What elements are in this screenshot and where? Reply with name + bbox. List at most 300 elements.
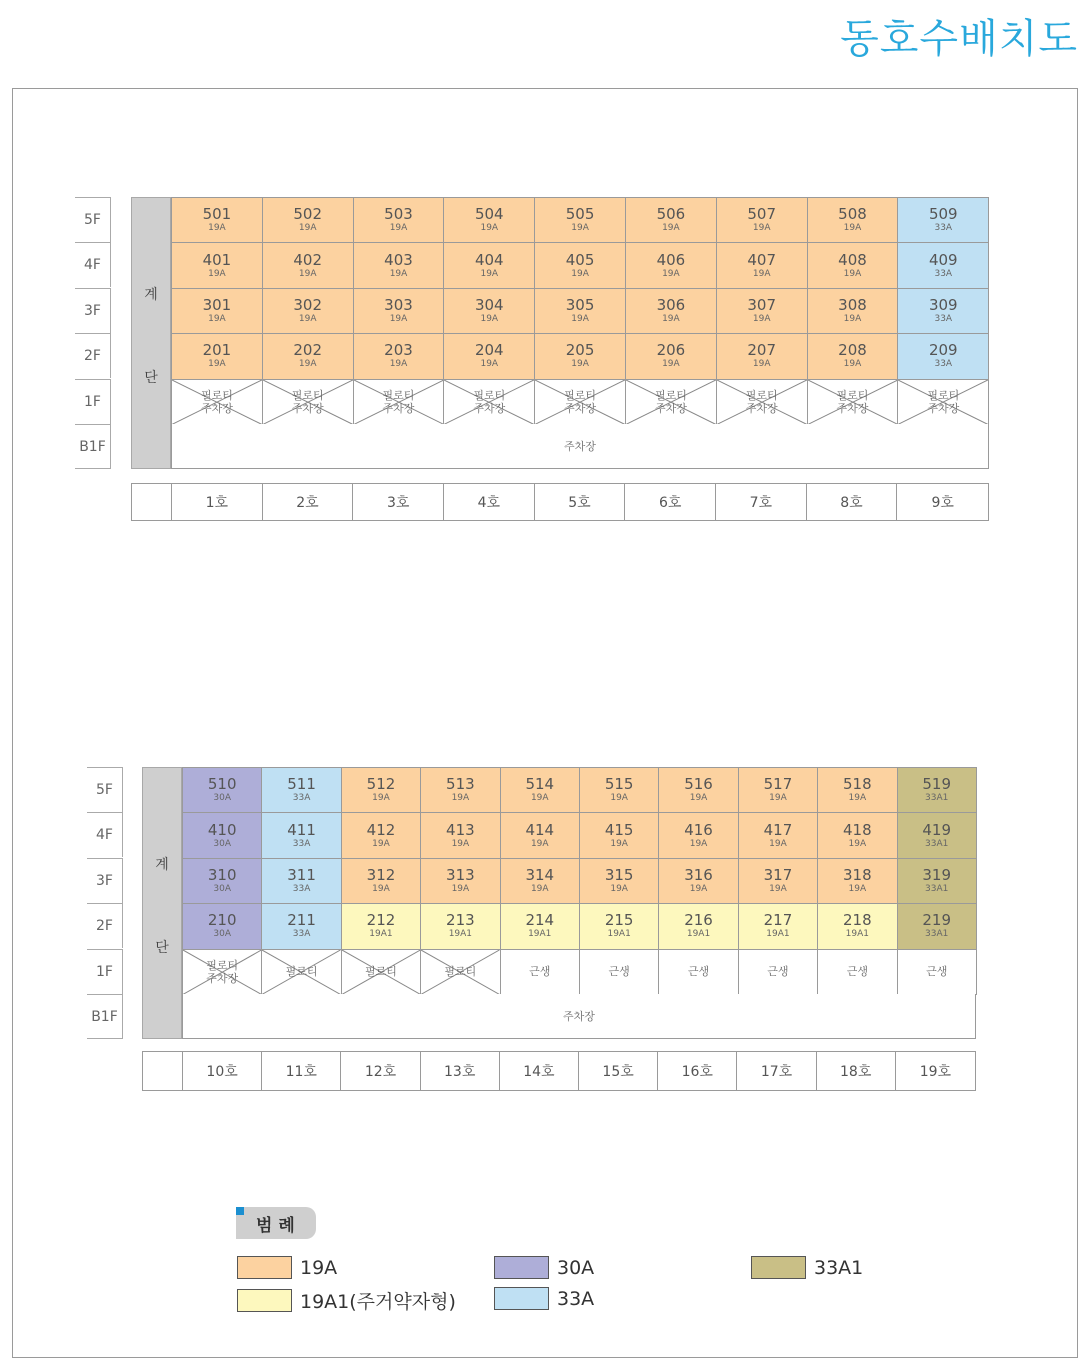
unit-type: 19A	[372, 793, 390, 804]
unit-number-label: 11호	[262, 1052, 341, 1090]
unit-type: 19A	[752, 313, 771, 324]
unit-number-label: 4호	[444, 484, 535, 520]
unit-515	[580, 768, 659, 813]
legend-heading-text: 범례	[256, 1215, 301, 1236]
unit-number-blank	[132, 484, 172, 520]
unit-number: 202	[293, 341, 323, 360]
unit-309	[898, 289, 989, 334]
unit-408	[808, 243, 899, 288]
stair-char-2: 단	[144, 370, 158, 386]
unit-type: 19A	[389, 313, 408, 324]
unit-507	[717, 198, 808, 243]
shop-cell	[818, 950, 897, 995]
floor-label-2F: 2F	[75, 333, 111, 378]
piloti-cell	[898, 380, 989, 425]
unit-type: 19A	[848, 838, 867, 849]
unit-number: 505	[565, 205, 595, 224]
piloti-cell	[444, 380, 535, 425]
unit-number-label: 13호	[421, 1052, 500, 1090]
b1f-parking: 주차장	[171, 424, 989, 469]
unit-type: 19A	[530, 793, 549, 804]
unit-type: 19A	[208, 223, 226, 234]
legend-label: 19A1(주거약자형)	[300, 1291, 456, 1313]
unit-416	[659, 813, 738, 858]
building-2	[87, 767, 977, 1097]
unit-203	[354, 334, 445, 379]
unit-511	[262, 768, 341, 813]
unit-number: 303	[384, 295, 413, 314]
unit-number: 418	[843, 820, 872, 839]
unit-410	[183, 813, 262, 858]
stair-char-1: 계	[155, 857, 169, 873]
unit-type: 19A	[752, 223, 771, 234]
unit-302	[263, 289, 354, 334]
unit-510	[183, 768, 262, 813]
unit-412	[342, 813, 421, 858]
ground-floor-label: 필로티	[444, 965, 477, 979]
unit-number-label: 15호	[579, 1052, 658, 1090]
unit-411	[262, 813, 341, 858]
unit-type: 19A	[208, 359, 226, 370]
unit-number: 319	[922, 865, 952, 884]
unit-type: 19A	[530, 838, 549, 849]
unit-206	[626, 334, 717, 379]
unit-218	[818, 904, 897, 949]
unit-type: 33A	[292, 929, 311, 940]
piloti-cell	[342, 950, 421, 995]
unit-508	[808, 198, 899, 243]
legend-swatch	[751, 1256, 806, 1279]
unit-type: 19A1	[528, 929, 552, 940]
ground-floor-label: 필로티	[365, 965, 397, 979]
ground-floor-label: 근생	[846, 965, 868, 979]
unit-318	[818, 859, 897, 904]
unit-312	[342, 859, 421, 904]
unit-409	[898, 243, 989, 288]
unit-number: 513	[446, 775, 475, 794]
legend-item-19A	[237, 1256, 337, 1279]
unit-208	[808, 334, 899, 379]
unit-type: 19A	[662, 313, 680, 324]
unit-216	[659, 904, 738, 949]
b1f-parking: 주차장	[182, 994, 976, 1039]
unit-number-label: 3호	[353, 484, 444, 520]
unit-number: 211	[287, 911, 316, 930]
unit-number-label: 10호	[183, 1052, 262, 1090]
ground-floor-label: 필로티 주차장	[836, 388, 869, 415]
unit-number-label: 6호	[625, 484, 716, 520]
unit-214	[501, 904, 580, 949]
unit-413	[421, 813, 500, 858]
unit-number: 207	[747, 341, 776, 360]
legend-item-33A1	[751, 1256, 863, 1279]
unit-number: 209	[928, 341, 958, 360]
piloti-cell	[421, 950, 500, 995]
unit-306	[626, 289, 717, 334]
unit-type: 19A	[480, 359, 499, 370]
piloti-cell	[626, 380, 717, 425]
unit-type: 19A	[208, 268, 226, 279]
unit-type: 19A	[848, 793, 867, 804]
unit-type: 19A	[571, 223, 589, 234]
legend-swatch	[494, 1287, 549, 1310]
unit-212	[342, 904, 421, 949]
shop-cell	[739, 950, 818, 995]
unit-type: 19A	[571, 359, 589, 370]
unit-number: 213	[446, 911, 475, 930]
unit-type: 19A	[689, 838, 708, 849]
ground-floor-label: 필로티 주차장	[206, 958, 239, 985]
unit-type: 19A	[662, 359, 680, 370]
unit-number: 402	[293, 250, 323, 269]
unit-number: 205	[565, 341, 595, 360]
unit-number: 315	[604, 865, 634, 884]
unit-type: 33A	[292, 883, 311, 894]
unit-number: 517	[763, 775, 793, 794]
unit-407	[717, 243, 808, 288]
unit-516	[659, 768, 738, 813]
piloti-cell	[262, 950, 341, 995]
unit-number: 302	[293, 295, 323, 314]
unit-number: 501	[202, 205, 232, 224]
unit-number: 304	[474, 295, 504, 314]
unit-number-label: 19호	[919, 1064, 952, 1080]
unit-205	[535, 334, 626, 379]
unit-type: 19A	[372, 838, 390, 849]
unit-308	[808, 289, 899, 334]
unit-number: 311	[287, 865, 316, 884]
unit-204	[444, 334, 535, 379]
ground-floor-label: 필로티 주차장	[382, 388, 415, 415]
unit-305	[535, 289, 626, 334]
unit-402	[263, 243, 354, 288]
unit-number: 204	[474, 341, 504, 360]
floor-label-1F: 1F	[75, 379, 111, 424]
unit-type: 19A	[298, 359, 317, 370]
unit-310	[183, 859, 262, 904]
unit-grid	[182, 767, 977, 995]
unit-number: 502	[293, 205, 323, 224]
unit-type: 19A	[480, 313, 499, 324]
unit-406	[626, 243, 717, 288]
unit-505	[535, 198, 626, 243]
unit-type: 19A	[298, 223, 317, 234]
stair-column	[142, 767, 182, 1039]
unit-type: 19A	[689, 883, 708, 894]
unit-number: 404	[474, 250, 504, 269]
unit-number: 419	[922, 820, 952, 839]
unit-number: 305	[565, 295, 595, 314]
unit-number: 217	[763, 911, 793, 930]
piloti-cell	[535, 380, 626, 425]
unit-number: 308	[838, 295, 867, 314]
unit-type: 19A	[530, 883, 549, 894]
ground-floor-label: 근생	[529, 965, 551, 979]
unit-type: 19A	[769, 793, 787, 804]
floor-label-5F: 5F	[87, 767, 123, 812]
legend-label: 33A1	[814, 1256, 864, 1279]
unit-number: 409	[928, 250, 958, 269]
unit-type: 19A	[769, 838, 787, 849]
unit-404	[444, 243, 535, 288]
unit-419	[898, 813, 977, 858]
unit-319	[898, 859, 977, 904]
unit-type: 19A	[389, 268, 408, 279]
unit-type: 19A	[752, 268, 771, 279]
piloti-cell	[354, 380, 445, 425]
shop-cell	[659, 950, 738, 995]
unit-number: 312	[366, 865, 396, 884]
stair-char-2: 단	[155, 940, 169, 956]
unit-415	[580, 813, 659, 858]
piloti-cell	[717, 380, 808, 425]
floor-label-4F: 4F	[87, 812, 123, 857]
unit-number: 318	[843, 865, 872, 884]
unit-type: 19A	[843, 268, 862, 279]
unit-type: 33A	[292, 838, 311, 849]
unit-number: 414	[525, 820, 555, 839]
unit-number: 407	[747, 250, 776, 269]
unit-type: 19A	[848, 883, 867, 894]
unit-number-label: 1호	[172, 484, 263, 520]
unit-type: 19A	[389, 359, 408, 370]
unit-type: 19A	[298, 268, 317, 279]
unit-501	[172, 198, 263, 243]
unit-number-label: 16호	[658, 1052, 737, 1090]
unit-211	[262, 904, 341, 949]
unit-type: 30A	[213, 929, 231, 940]
unit-311	[262, 859, 341, 904]
unit-type: 19A	[208, 313, 226, 324]
unit-number: 316	[684, 865, 713, 884]
unit-number: 510	[207, 775, 237, 794]
unit-number: 306	[656, 295, 686, 314]
unit-type: 33A	[934, 268, 953, 279]
unit-number: 214	[525, 911, 555, 930]
unit-number: 405	[565, 250, 595, 269]
unit-number: 219	[922, 911, 952, 930]
unit-type: 19A	[843, 313, 862, 324]
unit-type: 30A	[213, 883, 231, 894]
unit-number: 413	[446, 820, 475, 839]
unit-202	[263, 334, 354, 379]
unit-213	[421, 904, 500, 949]
unit-504	[444, 198, 535, 243]
unit-type: 19A	[662, 223, 680, 234]
unit-type: 19A	[372, 883, 390, 894]
ground-floor-label: 필로티 주차장	[654, 388, 687, 415]
unit-number: 504	[474, 205, 504, 224]
unit-number-label: 12호	[341, 1052, 420, 1090]
floor-label-B1F: B1F	[75, 424, 111, 469]
unit-207	[717, 334, 808, 379]
stair-char-1: 계	[144, 287, 158, 303]
legend-heading	[236, 1207, 316, 1239]
unit-number: 518	[843, 775, 872, 794]
unit-type: 19A	[662, 268, 680, 279]
unit-type: 19A1	[845, 929, 869, 940]
unit-301	[172, 289, 263, 334]
ground-floor-label: 필로티 주차장	[473, 388, 506, 415]
ground-floor-label: 근생	[608, 965, 630, 979]
unit-number: 208	[838, 341, 867, 360]
unit-type: 19A	[389, 223, 408, 234]
unit-type: 19A	[480, 223, 499, 234]
unit-number: 503	[384, 205, 413, 224]
legend-swatch	[494, 1256, 549, 1279]
unit-type: 19A	[571, 268, 589, 279]
unit-314	[501, 859, 580, 904]
floor-label-3F: 3F	[87, 858, 123, 903]
legend-item-19A1	[237, 1287, 456, 1314]
unit-number: 514	[525, 775, 555, 794]
unit-number: 310	[207, 865, 237, 884]
ground-floor-label: 근생	[767, 965, 789, 979]
unit-503	[354, 198, 445, 243]
unit-517	[739, 768, 818, 813]
legend-item-30A	[494, 1256, 594, 1279]
unit-313	[421, 859, 500, 904]
unit-414	[501, 813, 580, 858]
unit-number: 506	[656, 205, 686, 224]
unit-307	[717, 289, 808, 334]
unit-type: 19A	[451, 793, 470, 804]
unit-type: 19A	[451, 883, 470, 894]
unit-304	[444, 289, 535, 334]
unit-number-row	[131, 483, 989, 521]
unit-type: 19A	[689, 793, 708, 804]
page-title: 동호수배치도	[840, 16, 1078, 62]
legend-label: 33A	[557, 1287, 595, 1310]
unit-509	[898, 198, 989, 243]
unit-type: 33A	[934, 223, 953, 234]
ground-floor-label: 필로티 주차장	[291, 388, 324, 415]
unit-type: 30A	[213, 793, 231, 804]
unit-type: 19A	[298, 313, 317, 324]
unit-number: 212	[366, 911, 396, 930]
building-1	[75, 197, 989, 537]
floor-label-3F: 3F	[75, 288, 111, 333]
unit-number: 307	[747, 295, 776, 314]
unit-number: 203	[384, 341, 413, 360]
unit-type: 19A	[451, 838, 470, 849]
unit-number: 309	[928, 295, 958, 314]
unit-number: 516	[684, 775, 713, 794]
unit-type: 33A	[934, 313, 953, 324]
legend-marker	[236, 1207, 244, 1215]
floor-label-4F: 4F	[75, 242, 111, 287]
unit-number: 408	[838, 250, 867, 269]
unit-number-row	[142, 1051, 976, 1091]
ground-floor-label: 필로티 주차장	[745, 388, 778, 415]
unit-type: 19A1	[369, 929, 393, 940]
unit-201	[172, 334, 263, 379]
legend-swatch	[237, 1256, 292, 1279]
ground-floor-label: 근생	[687, 965, 710, 979]
unit-number: 206	[656, 341, 686, 360]
unit-number: 410	[207, 820, 237, 839]
unit-number: 301	[202, 295, 232, 314]
unit-type: 19A1	[766, 929, 790, 940]
unit-type: 19A1	[607, 929, 631, 940]
unit-type: 19A	[610, 793, 628, 804]
unit-number: 314	[525, 865, 555, 884]
unit-number: 515	[604, 775, 634, 794]
shop-cell	[580, 950, 659, 995]
unit-type: 19A	[571, 313, 589, 324]
ground-floor-label: 필로티 주차장	[927, 388, 960, 415]
unit-number: 406	[656, 250, 686, 269]
unit-506	[626, 198, 717, 243]
unit-519	[898, 768, 977, 813]
unit-type: 33A	[292, 793, 311, 804]
unit-number: 412	[366, 820, 396, 839]
unit-type: 19A	[843, 223, 862, 234]
piloti-cell	[183, 950, 262, 995]
unit-number-label: 5호	[535, 484, 626, 520]
ground-floor-label: 필로티	[285, 965, 318, 979]
unit-514	[501, 768, 580, 813]
unit-number: 507	[747, 205, 776, 224]
unit-number-label: 8호	[807, 484, 898, 520]
unit-number: 317	[763, 865, 793, 884]
piloti-cell	[263, 380, 354, 425]
unit-number: 411	[287, 820, 316, 839]
unit-number-label: 18호	[817, 1052, 896, 1090]
shop-cell	[898, 950, 977, 995]
legend-label: 30A	[557, 1256, 595, 1279]
unit-number: 210	[207, 911, 237, 930]
stair-column	[131, 197, 171, 469]
unit-number-label: 7호	[716, 484, 807, 520]
unit-502	[263, 198, 354, 243]
unit-number: 201	[202, 341, 232, 360]
ground-floor-label: 근생	[926, 965, 948, 979]
unit-403	[354, 243, 445, 288]
unit-type: 19A	[752, 359, 771, 370]
unit-518	[818, 768, 897, 813]
unit-number: 509	[928, 205, 958, 224]
unit-number: 218	[843, 911, 872, 930]
unit-type: 33A1	[925, 883, 949, 894]
unit-210	[183, 904, 262, 949]
unit-417	[739, 813, 818, 858]
unit-type: 19A1	[448, 929, 473, 940]
unit-405	[535, 243, 626, 288]
legend-label: 19A	[300, 1256, 338, 1279]
unit-317	[739, 859, 818, 904]
unit-type: 19A	[610, 838, 628, 849]
unit-number-blank	[143, 1052, 183, 1090]
shop-cell	[501, 950, 580, 995]
unit-number-label: 17호	[737, 1052, 816, 1090]
unit-215	[580, 904, 659, 949]
unit-number: 519	[922, 775, 952, 794]
unit-303	[354, 289, 445, 334]
unit-number-label: 2호	[263, 484, 354, 520]
unit-type: 19A	[480, 268, 499, 279]
unit-type: 33A1	[925, 838, 949, 849]
unit-type: 33A1	[925, 929, 949, 940]
piloti-cell	[172, 380, 263, 425]
ground-floor-label: 필로티 주차장	[200, 388, 233, 415]
floor-label-2F: 2F	[87, 903, 123, 948]
unit-number: 313	[446, 865, 475, 884]
unit-number-label: 14호	[500, 1052, 579, 1090]
unit-type: 33A	[934, 359, 953, 370]
unit-type: 33A1	[925, 793, 949, 804]
floor-label-1F: 1F	[87, 949, 123, 994]
